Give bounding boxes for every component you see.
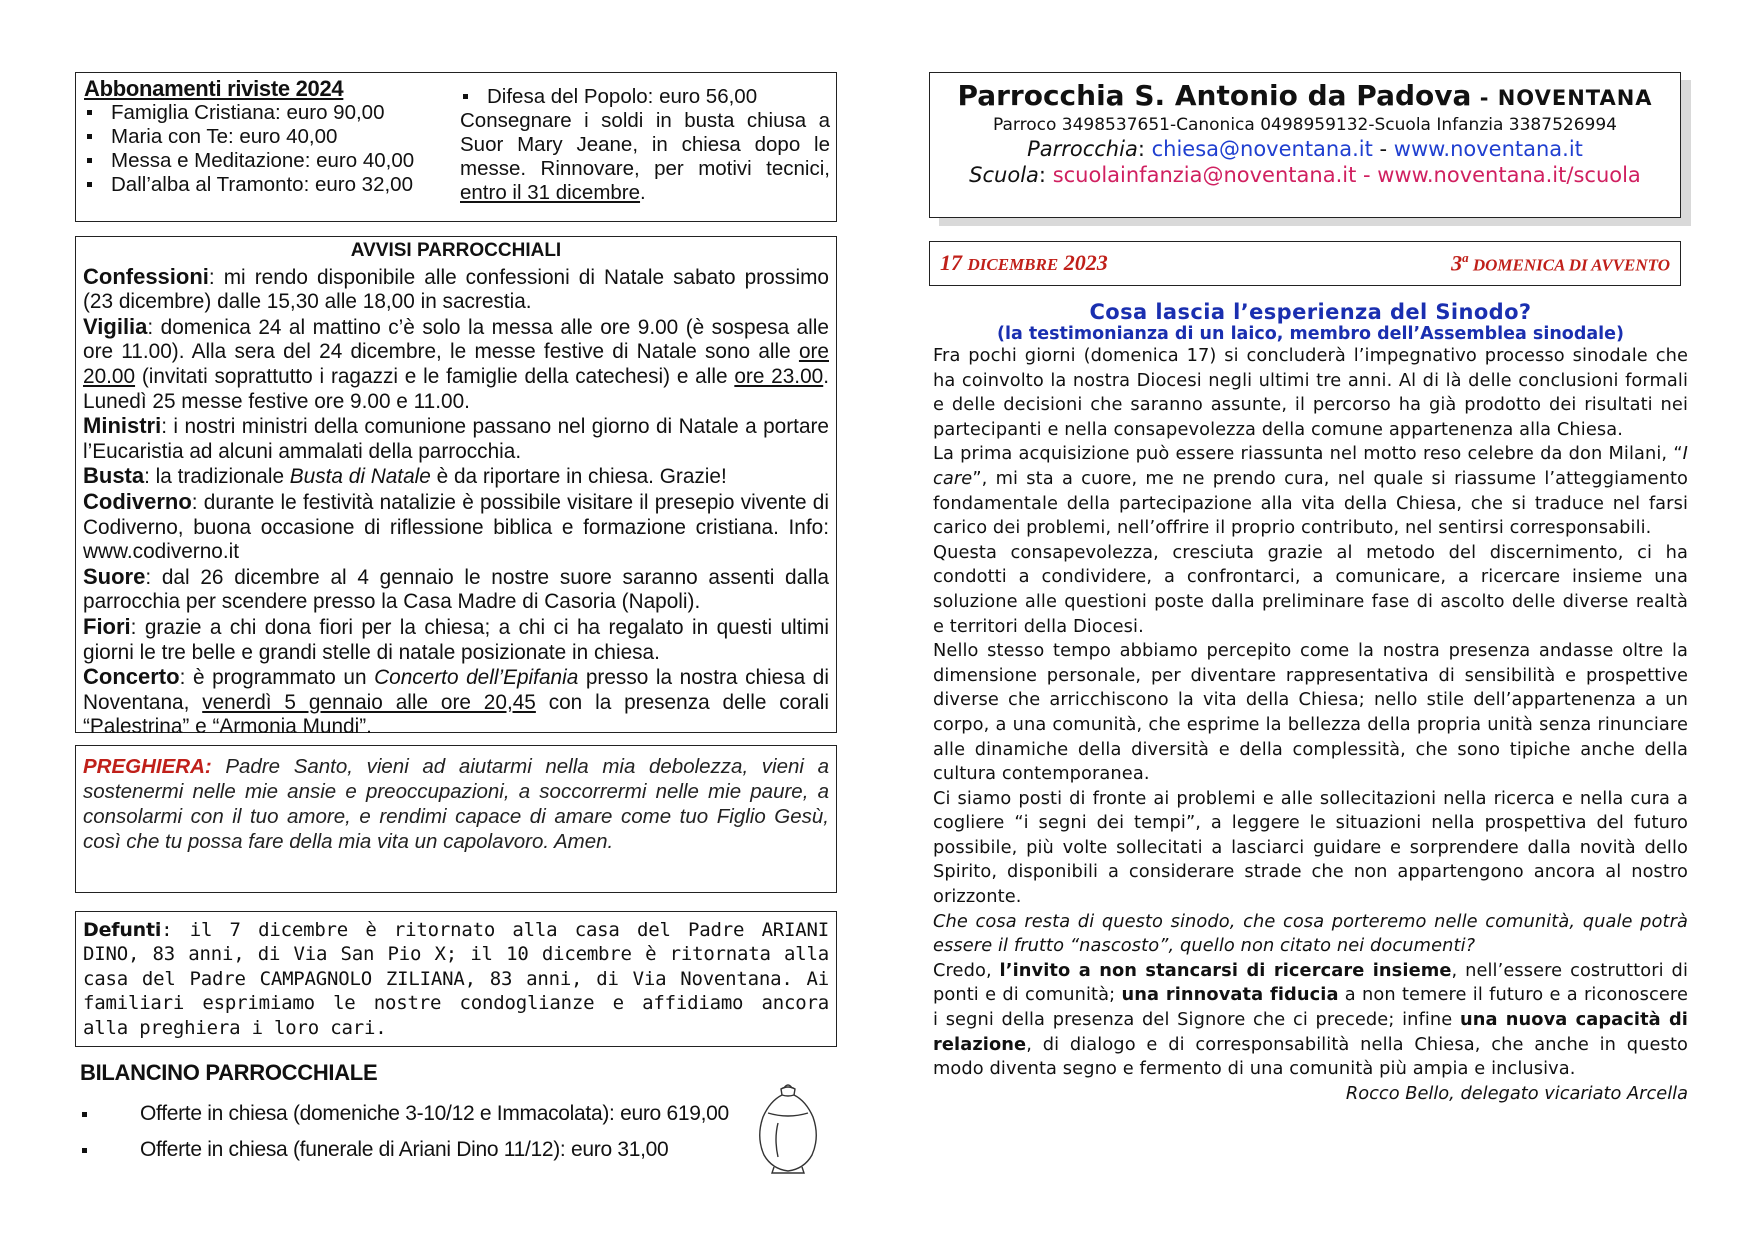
ordinal-number: 3	[1451, 250, 1463, 276]
paragraph-text: a non temere il futuro e a riconoscere i segni della presenza del Signore che ci precede; infine	[933, 984, 1688, 1031]
abbonamenti-right-column	[460, 85, 830, 205]
sinodo-article	[933, 300, 1688, 1106]
article-signature: Rocco Bello, delegato vicariato Arcella	[1345, 1082, 1688, 1104]
abbonamenti-list	[84, 101, 524, 197]
contact-label: Scuola	[969, 163, 1039, 187]
avviso-italic: Concerto dell’Epifania	[374, 666, 579, 690]
colon: :	[1137, 137, 1152, 161]
date-day: 17	[940, 250, 968, 275]
avviso-text: è da riportare in chiesa. Grazie!	[430, 465, 727, 489]
separator: -	[1471, 86, 1498, 110]
paragraph-italic: I care	[933, 443, 1688, 489]
note-deadline: entro il 31 dicembre	[460, 181, 641, 204]
avviso-text: . Lunedì 25 messe festive ore 9.00 e 11.00.	[83, 364, 829, 413]
parish-place: NOVENTANA	[1497, 86, 1653, 110]
ordinal-suffix: a	[1462, 250, 1469, 265]
avviso-ministri	[83, 414, 829, 464]
avviso-fiori	[83, 615, 829, 665]
avviso-text: : durante le festività natalizie è possibile visitare il presepio vivente di Codiverno, buona occasione di riflessione biblica e formazione cristiana. Info: www.codiverno.it	[83, 490, 829, 564]
list-item: Messa e Meditazione: euro 40,00	[84, 149, 524, 173]
avviso-text: : è programmato un	[179, 666, 375, 690]
dash: -	[1372, 137, 1394, 161]
avviso-italic: Busta di Natale	[289, 465, 431, 489]
offering-jar-icon	[748, 1083, 828, 1175]
parish-title: Parrocchia S. Antonio da Padova	[957, 79, 1472, 112]
paragraph-bold: una rinnovata fiducia	[1121, 984, 1339, 1006]
list-item: Maria con Te: euro 40,00	[84, 125, 524, 149]
avviso-time: ore 23.00	[734, 364, 824, 388]
abbonamenti-box	[75, 72, 837, 222]
avviso-codiverno	[83, 490, 829, 565]
list-item: Offerte in chiesa (domeniche 3-10/12 e Immacolata): euro 619,00	[80, 1096, 840, 1132]
paragraph-bold: una nuova capacità di relazione	[933, 1009, 1688, 1055]
preghiera-text: Padre Santo, vieni ad aiutarmi nella mia debolezza, vieni a sostenermi nelle mie ansie e preoccupazioni, a soccorrermi nelle mie paure, a consolarmi con il tuo amore, e rendimi capace di amare come tuo Figlio Gesù, così che tu possa fare della mia vita un capolavoro. Amen.	[83, 755, 829, 853]
article-paragraph	[933, 442, 1688, 540]
abbonamenti-title: Abbonamenti riviste 2024	[84, 76, 344, 101]
avviso-concerto	[83, 665, 829, 740]
avviso-confessioni	[83, 265, 829, 315]
paragraph-text: Credo,	[933, 959, 1000, 981]
article-headline: Cosa lascia l’esperienza del Sinodo?	[1089, 300, 1532, 324]
colon: :	[1038, 163, 1053, 187]
avviso-text: : domenica 24 al mattino c’è solo la messa alle ore 9.00 (è sospesa alle ore 11.00). Alla sera del 24 dicembre, le messe festive di Natale sono alle	[83, 315, 829, 364]
avvisi-title: AVVISI PARROCCHIALI	[350, 240, 562, 261]
date-month: DICEMBRE	[967, 255, 1059, 274]
list-item: Famiglia Cristiana: euro 90,00	[84, 101, 524, 125]
avviso-label: Codiverno	[83, 488, 192, 514]
article-body	[933, 344, 1688, 1082]
liturgical-day-name: DOMENICA DI AVVENTO	[1468, 255, 1670, 275]
dash: -	[1356, 163, 1378, 187]
abbonamenti-list-extra	[460, 85, 830, 109]
note-text-end: .	[640, 181, 646, 204]
avviso-vigilia	[83, 315, 829, 414]
bilancino-title: BILANCINO PARROCCHIALE	[80, 1060, 378, 1085]
paragraph-bold: l’invito a non stancarsi di ricercare insieme	[999, 959, 1452, 981]
paragraph-text: , di dialogo e di corresponsabilità nella Chiesa, che anche in questo modo diventa segno e fermento di una comunità più ampia e inclusiva.	[933, 1033, 1688, 1080]
preghiera-box	[75, 745, 837, 893]
avviso-label: Busta	[83, 463, 145, 489]
avvisi-box	[75, 236, 837, 739]
bilancino-section	[80, 1060, 840, 1168]
article-paragraph	[933, 959, 1688, 1082]
parish-email-link[interactable]: chiesa@noventana.it	[1151, 137, 1373, 161]
avviso-time: ore 20.00	[83, 340, 829, 388]
issue-date	[940, 250, 1108, 276]
avviso-text: con la presenza delle corali “Palestrina” e “Armonia Mundi”.	[83, 690, 829, 739]
avviso-label: Suore	[83, 563, 146, 589]
paragraph-text: La prima acquisizione può essere riassunta nel motto reso celebre da don Milani, “	[933, 443, 1683, 465]
avviso-text: : dal 26 dicembre al 4 gennaio le nostre suore saranno assenti dalla parrocchia per scendere presso la Casa Madre di Casoria (Napoli).	[83, 565, 829, 614]
avviso-label: Confessioni	[83, 263, 209, 289]
avviso-label: Ministri	[83, 413, 162, 439]
parish-phones: Parroco 3498537651-Canonica 0498959132-Scuola Infanzia 3387526994	[993, 115, 1617, 135]
article-paragraph: Questa consapevolezza, cresciuta grazie al metodo del discernimento, ci ha condotti a condividere, a confrontarci, a comunicare, a ricercare insieme una soluzione alle questioni poste dalla preliminare fase di ascolto delle diverse realtà e territori della Diocesi.	[933, 541, 1688, 637]
article-subtitle: (la testimonianza di un laico, membro dell’Assemblea sinodale)	[996, 324, 1625, 344]
abbonamenti-note	[460, 109, 830, 205]
avviso-text: : la tradizionale	[144, 465, 290, 489]
avviso-suore	[83, 565, 829, 615]
parish-name	[930, 79, 1680, 112]
parish-header	[929, 72, 1681, 218]
parish-contact-line	[930, 137, 1680, 161]
school-email-link[interactable]: scuolainfanzia@noventana.it	[1052, 163, 1357, 187]
avviso-text: (invitati soprattutto i ragazzi e le famiglie della catechesi) e alle	[135, 364, 735, 388]
article-question: Che cosa resta di questo sinodo, che cosa porteremo nelle comunità, quale potrà essere il frutto “nascosto”, quello non citato nei documenti?	[933, 910, 1688, 957]
list-item: Dall’alba al Tramonto: euro 32,00	[84, 173, 524, 197]
article-paragraph: Fra pochi giorni (domenica 17) si concluderà l’impegnativo processo sinodale che ha coinvolto la nostra Diocesi negli ultimi tre anni. Al di là delle conclusioni formali e delle decisioni che saranno assunte, il percorso ha già prodotto dei risultati nei partecipanti e nella consapevolezza della comune appartenenza alla Chiesa.	[933, 345, 1688, 440]
avviso-busta	[83, 464, 829, 490]
avviso-text: : i nostri ministri della comunione passano nel giorno di Natale a portare l’Eucaristia ad alcuni ammalati della parrocchia.	[83, 415, 829, 463]
paragraph-text: , nell’essere costruttori di ponti e di comunità;	[933, 959, 1688, 1006]
liturgical-day	[1451, 250, 1670, 276]
article-paragraph: Ci siamo posti di fronte ai problemi e alle sollecitazioni nella ricerca e nella cura a cogliere “i segni dei tempi”, a leggere le situazioni nella prospettiva del futuro possibile, più volte sollecitati a lasciarci guidare e sorprendere dalla novità dello Spirito, disponibili a considerare strade che non appartengono ancora al nostro orizzonte.	[933, 787, 1688, 908]
avviso-label: Vigilia	[83, 313, 148, 339]
avviso-label: Fiori	[83, 613, 131, 639]
date-bar	[929, 241, 1681, 286]
defunti-label: Defunti	[83, 919, 162, 941]
avviso-text: : grazie a chi dona fiori per la chiesa; a chi ci ha regalato in questi ultimi giorni le tre belle e grandi stelle di natale posizionate in chiesa.	[83, 615, 829, 664]
abbonamenti-left-column	[84, 77, 524, 197]
date-year: 2023	[1058, 250, 1108, 275]
list-item: Difesa del Popolo: euro 56,00	[460, 85, 830, 109]
defunti-text: : il 7 dicembre è ritornato alla casa del Padre ARIANI DINO, 83 anni, di Via San Pio X; il 10 dicembre è ritornata alla casa del Padre CAMPAGNOLO ZILIANA, 83 anni, di Via Noventana. Ai familiari esprimiamo le nostre condoglianze e affidiamo ancora alla preghiera i loro cari.	[83, 919, 829, 1039]
paragraph-text: ”, mi sta a cuore, me ne prendo cura, nel quale si riassume l’atteggiamento fondamentale della partecipazione alla vita della Chiesa, che si traduce nel farsi carico dei problemi, nell’offrire il proprio contributo, nel sentirsi corresponsabili.	[933, 467, 1688, 539]
note-text: Consegnare i soldi in busta chiusa a Suor Mary Jeane, in chiesa dopo le messe. Rinnovare, per motivi tecnici,	[460, 109, 830, 180]
avviso-label: Concerto	[83, 664, 180, 690]
avviso-date: venerdì 5 gennaio alle ore 20,45	[202, 690, 536, 714]
preghiera-label: PREGHIERA:	[83, 755, 212, 778]
school-contact-line	[930, 163, 1680, 187]
parish-website-link[interactable]: www.noventana.it	[1393, 137, 1583, 161]
contact-label: Parrocchia	[1027, 137, 1138, 161]
defunti-box	[75, 911, 837, 1047]
avviso-text: : mi rendo disponibile alle confessioni di Natale sabato prossimo (23 dicembre) dalle 15,30 alle 18,00 in sacrestia.	[83, 265, 829, 314]
list-item: Offerte in chiesa (funerale di Ariani Dino 11/12): euro 31,00	[80, 1132, 840, 1168]
bilancino-list	[80, 1096, 840, 1168]
avviso-text: presso la nostra chiesa di Noventana,	[83, 666, 829, 714]
article-paragraph: Nello stesso tempo abbiamo percepito come la nostra presenza andasse oltre la dimensione personale, per diventare rappresentativa di sensibilità e prospettive diverse che arricchiscono la vita della Chiesa; nello stile dell’appartenenza a un corpo, a una comunità, che esprime la bellezza della propria unità senza rinunciare alle dinamiche della diversità e della complessità, che sono tipiche anche della cultura contemporanea.	[933, 640, 1688, 785]
school-website-link[interactable]: www.noventana.it/scuola	[1377, 163, 1641, 187]
